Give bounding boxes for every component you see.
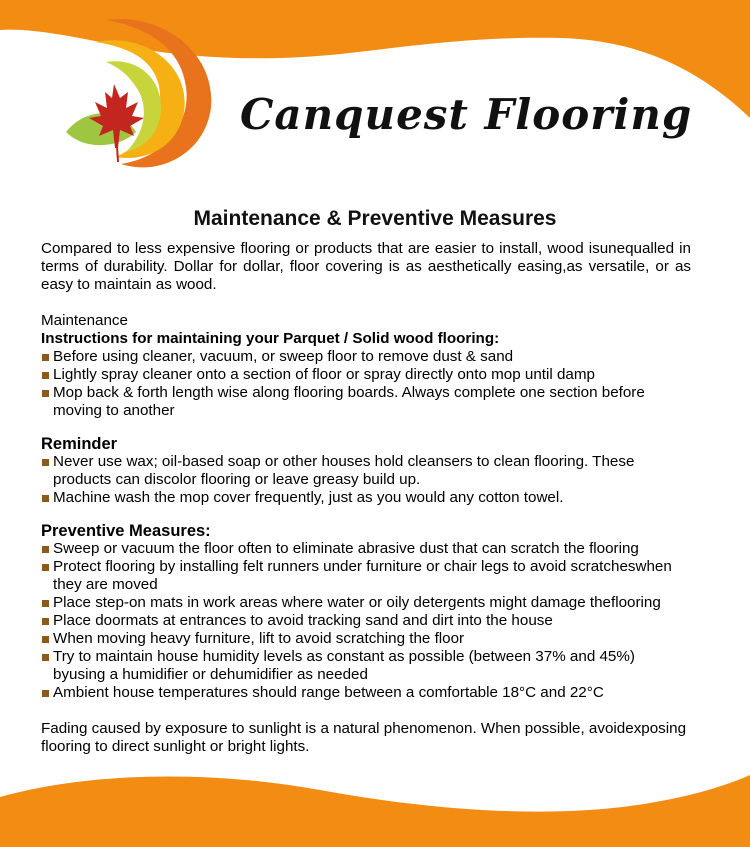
list-item: Place step-on mats in work areas where water or oily detergents might damage theflooring: [41, 594, 691, 612]
reminder-heading: Reminder: [41, 435, 118, 453]
list-item: Machine wash the mop cover frequently, just as you would any cotton towel.: [41, 489, 691, 507]
reminder-list: [41, 453, 691, 507]
list-item: Protect flooring by installing felt runners under furniture or chair legs to avoid scratcheswhen they are moved: [41, 558, 691, 594]
list-item: Place doormats at entrances to avoid tracking sand and dirt into the house: [41, 612, 691, 630]
list-item: Never use wax; oil-based soap or other houses hold cleansers to clean flooring. These products can discolor flooring or leave greasy build up.: [41, 453, 691, 489]
list-item: Try to maintain house humidity levels as constant as possible (between 37% and 45%) byusing a humidifier or dehumidifier as needed: [41, 648, 691, 684]
maintenance-list: [41, 348, 691, 420]
list-item: Sweep or vacuum the floor often to eliminate abrasive dust that can scratch the flooring: [41, 540, 691, 558]
content: [41, 240, 691, 756]
list-item: Before using cleaner, vacuum, or sweep floor to remove dust & sand: [41, 348, 691, 366]
list-item: Ambient house temperatures should range between a comfortable 18°C and 22°C: [41, 684, 691, 702]
page-title: Maintenance & Preventive Measures: [193, 207, 557, 230]
maintenance-heading: Maintenance: [41, 312, 128, 329]
brand-name: Canquest Flooring: [240, 90, 693, 139]
list-item: When moving heavy furniture, lift to avoid scratching the floor: [41, 630, 691, 648]
outro-paragraph: Fading caused by exposure to sunlight is a natural phenomenon. When possible, avoidexposing flooring to direct sunlight or bright lights.: [41, 720, 687, 755]
logo-maple-leaf-icon: [66, 12, 226, 172]
preventive-heading: Preventive Measures:: [41, 522, 211, 540]
intro-paragraph: Compared to less expensive flooring or products that are easier to install, wood isunequalled in terms of durability. Dollar for dollar, floor covering is as aesthetically easing,as versatile, or as easy to maintain as wood.: [41, 240, 691, 293]
list-item: Lightly spray cleaner onto a section of floor or spray directly onto mop until damp: [41, 366, 691, 384]
list-item: Mop back & forth length wise along flooring boards. Always complete one section before moving to another: [41, 384, 691, 420]
bottom-orange-wave: [0, 775, 750, 847]
preventive-list: [41, 540, 691, 702]
maintenance-subheading: Instructions for maintaining your Parquet / Solid wood flooring:: [41, 330, 500, 347]
